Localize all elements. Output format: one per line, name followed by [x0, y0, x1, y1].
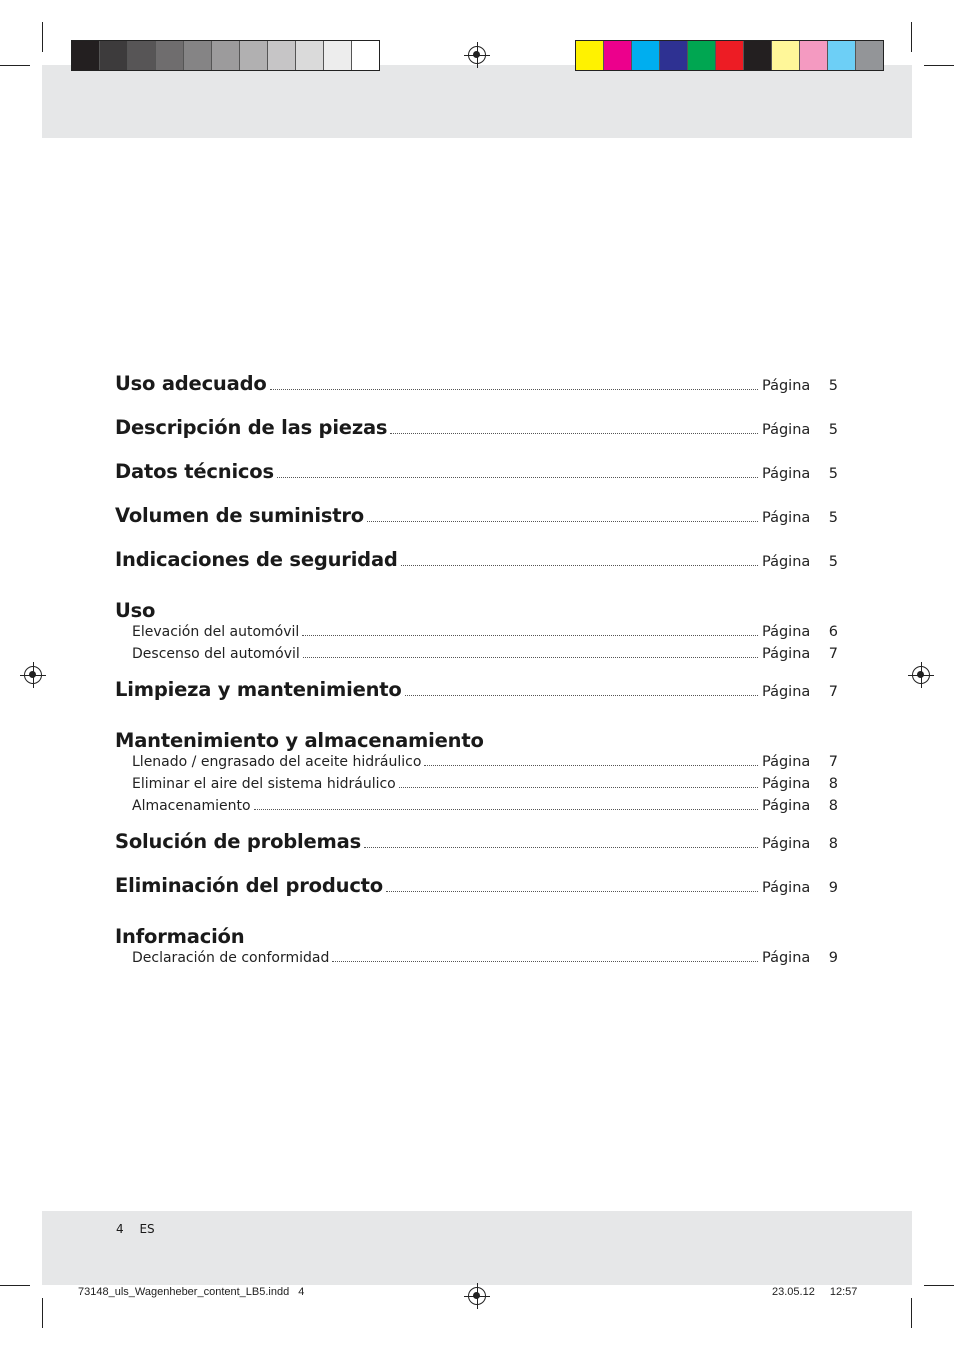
color-swatch [660, 41, 688, 70]
color-swatch [800, 41, 828, 70]
gray-swatch [352, 41, 379, 70]
page-ref: 5 [828, 510, 838, 526]
toc-entry-title: Eliminación del producto [115, 874, 383, 897]
toc-entry [115, 504, 838, 548]
slug-page: 4 [298, 1286, 305, 1298]
toc-subentry [115, 776, 838, 798]
color-swatch [828, 41, 856, 70]
color-swatch [604, 41, 632, 70]
crop-mark [42, 22, 43, 52]
dot-leader [303, 656, 758, 658]
color-swatch [632, 41, 660, 70]
color-swatch [856, 41, 883, 70]
toc-entry-title: Almacenamiento [132, 798, 251, 814]
toc-entry [115, 874, 838, 918]
print-slug-file [78, 1286, 304, 1298]
table-of-contents [115, 372, 838, 982]
page-label: Página [762, 646, 811, 662]
page-ref: 7 [828, 684, 838, 700]
toc-section-title: Uso [115, 599, 156, 622]
page-footer [116, 1222, 155, 1236]
page-label: Página [762, 624, 811, 640]
page-label: Página [762, 684, 811, 700]
page-label: Página [762, 836, 811, 852]
page-ref: 5 [828, 422, 838, 438]
print-slug-date [772, 1286, 857, 1298]
page-label: Página [762, 776, 811, 792]
page-ref: 5 [828, 378, 838, 394]
gray-swatch [184, 41, 212, 70]
toc-entry [115, 678, 838, 722]
crop-mark [0, 1285, 30, 1286]
toc-entry-title: Volumen de suministro [115, 504, 364, 527]
page-ref: 8 [828, 798, 838, 814]
gray-swatch [100, 41, 128, 70]
page-label: Página [762, 798, 811, 814]
page-number: 4 [116, 1222, 124, 1236]
page-label: Página [762, 510, 811, 526]
toc-entry-title: Uso adecuado [115, 372, 267, 395]
toc-entry-title: Eliminar el aire del sistema hidráulico [132, 776, 396, 792]
dot-leader [405, 694, 758, 696]
toc-subentry [115, 950, 838, 972]
dot-leader [277, 476, 758, 478]
dot-leader [401, 564, 758, 566]
page-ref: 5 [828, 554, 838, 570]
toc-entry [115, 372, 838, 416]
crop-mark [924, 65, 954, 66]
toc-entry-title: Indicaciones de seguridad [115, 548, 398, 571]
toc-entry [115, 460, 838, 504]
crop-mark [911, 22, 912, 52]
dot-leader [302, 634, 758, 636]
toc-subentry [115, 798, 838, 820]
dot-leader [386, 890, 758, 892]
dot-leader [390, 432, 758, 434]
page-label: Página [762, 880, 811, 896]
language-code: ES [139, 1222, 155, 1236]
toc-section-heading [115, 592, 838, 624]
process-color-bar [575, 40, 884, 71]
slug-date: 23.05.12 [772, 1286, 815, 1298]
toc-entry [115, 830, 838, 874]
toc-subentry [115, 754, 838, 776]
toc-entry-title: Descenso del automóvil [132, 646, 300, 662]
toc-entry-title: Solución de problemas [115, 830, 362, 853]
gray-swatch [72, 41, 100, 70]
gray-swatch [156, 41, 184, 70]
page-label: Página [762, 466, 811, 482]
gray-swatch [268, 41, 296, 70]
header-band [42, 65, 912, 138]
page-label: Página [762, 754, 811, 770]
dot-leader [254, 808, 758, 810]
page-ref: 5 [828, 466, 838, 482]
registration-mark-icon [468, 46, 486, 64]
registration-mark-icon [912, 666, 930, 684]
crop-mark [0, 65, 30, 66]
page-label: Página [762, 950, 811, 966]
gray-swatch [324, 41, 352, 70]
toc-entry-title: Limpieza y mantenimiento [115, 678, 402, 701]
slug-time: 12:57 [829, 1286, 858, 1298]
gray-swatch [128, 41, 156, 70]
page-ref: 9 [828, 880, 838, 896]
page-ref: 6 [828, 624, 838, 640]
color-swatch [576, 41, 604, 70]
dot-leader [364, 846, 758, 848]
toc-section-heading [115, 918, 838, 950]
toc-section-heading [115, 722, 838, 754]
gray-swatch [212, 41, 240, 70]
gray-swatch [240, 41, 268, 70]
slug-filename: 73148_uls_Wagenheber_content_LB5.indd [78, 1286, 290, 1298]
toc-entry-title: Declaración de conformidad [132, 950, 330, 966]
page-ref: 7 [828, 754, 838, 770]
toc-entry [115, 416, 838, 460]
registration-mark-icon [468, 1287, 486, 1305]
registration-mark-icon [24, 666, 42, 684]
color-swatch [744, 41, 772, 70]
toc-entry-title: Descripción de las piezas [115, 416, 388, 439]
page-label: Página [762, 422, 811, 438]
color-swatch [688, 41, 716, 70]
page-ref: 8 [828, 776, 838, 792]
page-label: Página [762, 378, 811, 394]
toc-section-title: Mantenimiento y almacenamiento [115, 729, 484, 752]
dot-leader [367, 520, 758, 522]
toc-section-title: Información [115, 925, 245, 948]
dot-leader [424, 764, 758, 766]
page-label: Página [762, 554, 811, 570]
toc-entry [115, 548, 838, 592]
footer-band [42, 1211, 912, 1285]
dot-leader [399, 786, 758, 788]
crop-mark [911, 1298, 912, 1328]
grayscale-color-bar [71, 40, 380, 71]
page-ref: 9 [828, 950, 838, 966]
toc-entry-title: Datos técnicos [115, 460, 274, 483]
dot-leader [270, 388, 758, 390]
toc-entry-title: Llenado / engrasado del aceite hidráulico [132, 754, 422, 770]
page-ref: 7 [828, 646, 838, 662]
page-ref: 8 [828, 836, 838, 852]
crop-mark [924, 1285, 954, 1286]
toc-entry-title: Elevación del automóvil [132, 624, 300, 640]
toc-subentry [115, 624, 838, 646]
gray-swatch [296, 41, 324, 70]
dot-leader [332, 960, 758, 962]
color-swatch [716, 41, 744, 70]
color-swatch [772, 41, 800, 70]
toc-subentry [115, 646, 838, 668]
crop-mark [42, 1298, 43, 1328]
